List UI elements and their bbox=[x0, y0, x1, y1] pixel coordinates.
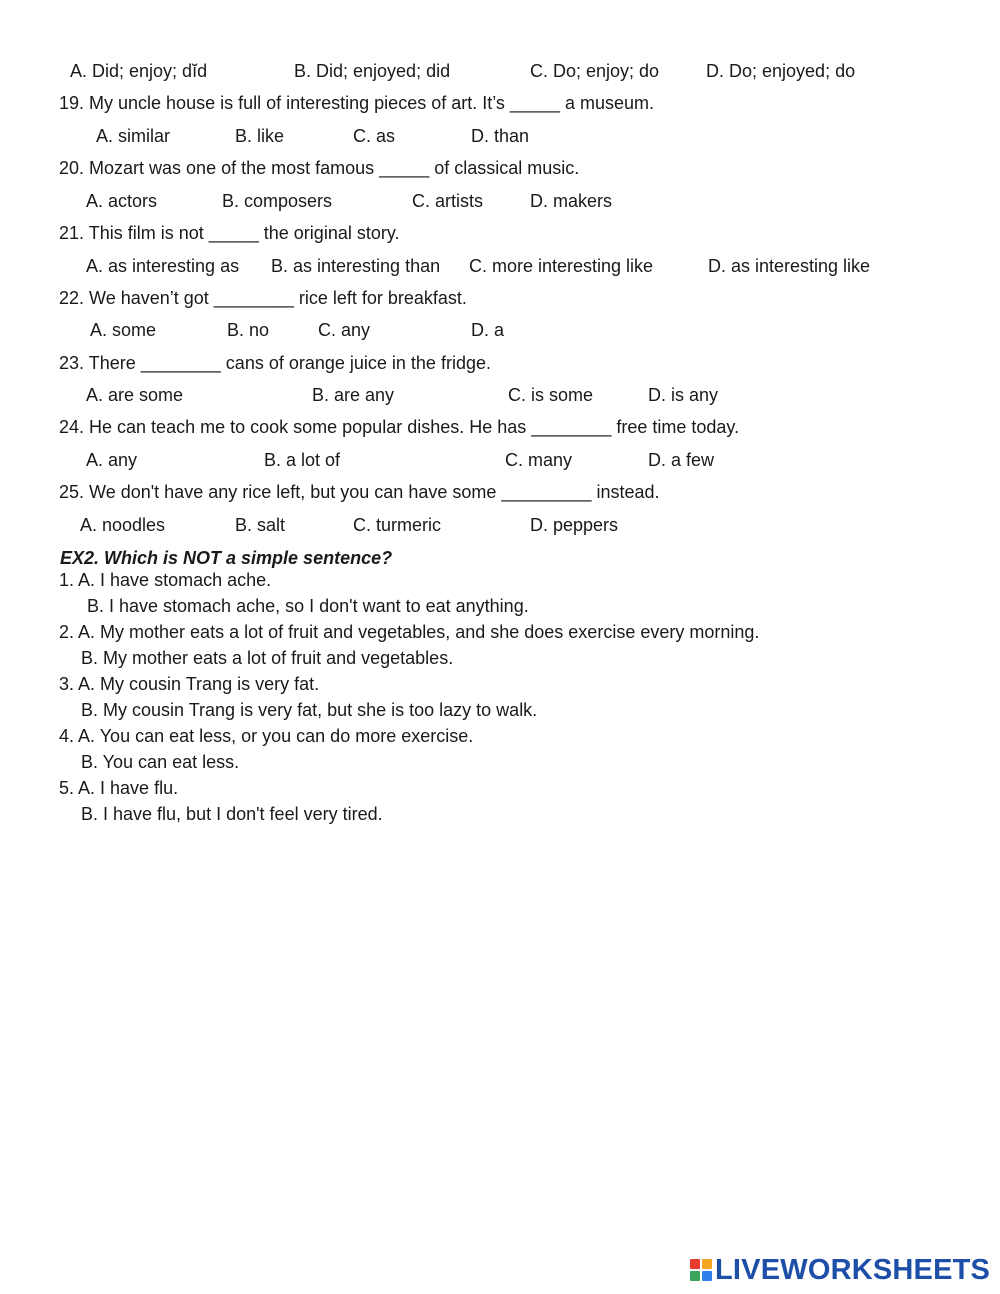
q22-option-a[interactable]: A. some bbox=[90, 320, 157, 340]
logo-square-4 bbox=[702, 1271, 712, 1281]
logo-square-3 bbox=[690, 1271, 700, 1281]
q22-option-d[interactable]: D. a bbox=[471, 320, 505, 340]
q24-question: 24. He can teach me to cook some popular dishes. He has ________ free time today. bbox=[59, 417, 740, 437]
q21-option-b[interactable]: B. as interesting than bbox=[271, 256, 441, 276]
ex2-title: EX2. Which is NOT a simple sentence? bbox=[60, 548, 393, 568]
q20-option-d[interactable]: D. makers bbox=[530, 191, 613, 211]
ex2-item-2b[interactable]: B. My mother eats a lot of fruit and vegetables. bbox=[81, 648, 454, 668]
q23-option-d[interactable]: D. is any bbox=[648, 385, 719, 405]
q24-option-a[interactable]: A. any bbox=[86, 450, 138, 470]
q21-option-a[interactable]: A. as interesting as bbox=[86, 256, 240, 276]
q24-option-b[interactable]: B. a lot of bbox=[264, 450, 341, 470]
q23-option-c[interactable]: C. is some bbox=[508, 385, 594, 405]
q19-option-d[interactable]: D. than bbox=[471, 126, 530, 146]
q25-option-c[interactable]: C. turmeric bbox=[353, 515, 442, 535]
q20-question: 20. Mozart was one of the most famous _____ of classical music. bbox=[59, 158, 580, 178]
q20-option-a[interactable]: A. actors bbox=[86, 191, 158, 211]
q21-option-c[interactable]: C. more interesting like bbox=[469, 256, 654, 276]
logo-text: LIVEWORKSHEETS bbox=[715, 1253, 991, 1286]
q25-option-b[interactable]: B. salt bbox=[235, 515, 286, 535]
ex2-item-5a[interactable]: 5. A. I have flu. bbox=[59, 778, 179, 798]
logo-square-1 bbox=[690, 1259, 700, 1269]
q20-option-c[interactable]: C. artists bbox=[412, 191, 484, 211]
ex2-item-1b[interactable]: B. I have stomach ache, so I don't want to eat anything. bbox=[87, 596, 529, 616]
q20-option-b[interactable]: B. composers bbox=[222, 191, 333, 211]
ex2-item-2a[interactable]: 2. A. My mother eats a lot of fruit and vegetables, and she does exercise every morning. bbox=[59, 622, 760, 642]
q18-option-d[interactable]: D. Do; enjoyed; do bbox=[706, 61, 856, 81]
q21-option-d[interactable]: D. as interesting like bbox=[708, 256, 871, 276]
q19-option-b[interactable]: B. like bbox=[235, 126, 285, 146]
q24-option-d[interactable]: D. a few bbox=[648, 450, 715, 470]
q19-option-a[interactable]: A. similar bbox=[96, 126, 171, 146]
q22-question: 22. We haven’t got ________ rice left for breakfast. bbox=[59, 288, 467, 308]
q18-option-a[interactable]: A. Did; enjoy; dĭd bbox=[70, 61, 208, 81]
ex2-item-5b[interactable]: B. I have flu, but I don't feel very tired. bbox=[81, 804, 383, 824]
q24-option-c[interactable]: C. many bbox=[505, 450, 573, 470]
q23-option-a[interactable]: A. are some bbox=[86, 385, 184, 405]
liveworksheets-logo bbox=[690, 1254, 990, 1286]
q25-option-d[interactable]: D. peppers bbox=[530, 515, 619, 535]
ex2-item-4b[interactable]: B. You can eat less. bbox=[81, 752, 240, 772]
ex2-item-3b[interactable]: B. My cousin Trang is very fat, but she is too lazy to walk. bbox=[81, 700, 538, 720]
q22-option-c[interactable]: C. any bbox=[318, 320, 371, 340]
q25-question: 25. We don't have any rice left, but you can have some _________ instead. bbox=[59, 482, 660, 502]
logo-square-2 bbox=[702, 1259, 712, 1269]
q18-option-c[interactable]: C. Do; enjoy; do bbox=[530, 61, 660, 81]
ex2-item-3a[interactable]: 3. A. My cousin Trang is very fat. bbox=[59, 674, 320, 694]
q19-option-c[interactable]: C. as bbox=[353, 126, 396, 146]
q22-option-b[interactable]: B. no bbox=[227, 320, 270, 340]
q23-question: 23. There ________ cans of orange juice in the fridge. bbox=[59, 353, 491, 373]
q23-option-b[interactable]: B. are any bbox=[312, 385, 395, 405]
q25-option-a[interactable]: A. noodles bbox=[80, 515, 166, 535]
q21-question: 21. This film is not _____ the original story. bbox=[59, 223, 400, 243]
liveworksheets-logo-icon bbox=[690, 1259, 712, 1281]
q18-option-b[interactable]: B. Did; enjoyed; did bbox=[294, 61, 451, 81]
ex2-item-4a[interactable]: 4. A. You can eat less, or you can do more exercise. bbox=[59, 726, 474, 746]
q19-question: 19. My uncle house is full of interesting pieces of art. It’s _____ a museum. bbox=[59, 93, 654, 113]
ex2-item-1a[interactable]: 1. A. I have stomach ache. bbox=[59, 570, 272, 590]
